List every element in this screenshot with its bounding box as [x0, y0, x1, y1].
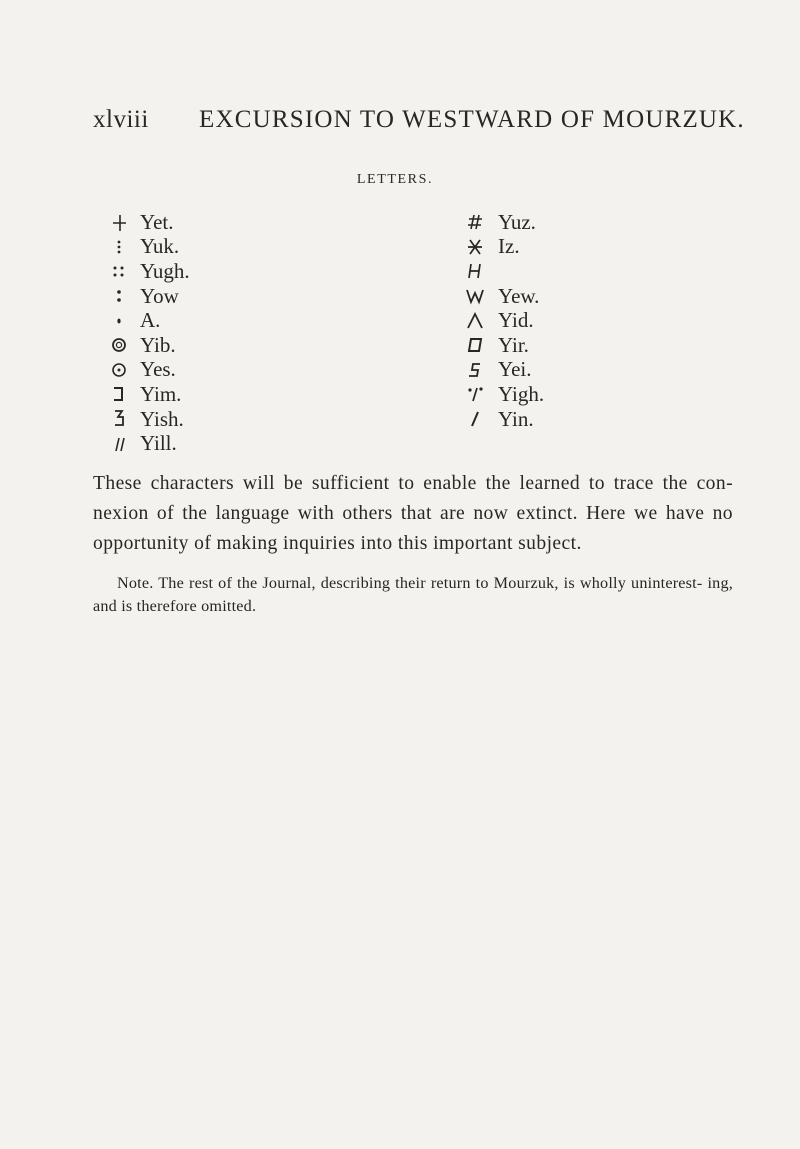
letter-row [462, 308, 544, 333]
letter-row [110, 431, 190, 456]
letter-name: Yugh. [140, 258, 190, 283]
letter-row [110, 333, 190, 358]
letter-row [110, 210, 190, 235]
letter-name: Yigh. [498, 381, 545, 406]
letter-row [110, 235, 190, 260]
double-circle-glyph-icon [110, 334, 140, 356]
letter-row [462, 333, 544, 358]
letters-right-column [462, 210, 544, 431]
letter-name: Yim. [140, 381, 182, 406]
w-glyph-icon [462, 285, 498, 307]
letter-name: Yir. [498, 332, 529, 357]
letter-name: Yish. [140, 406, 184, 431]
letter-row [110, 407, 190, 432]
hook-glyph-icon [110, 408, 140, 430]
letter-row [462, 235, 544, 260]
body-paragraph [93, 469, 733, 559]
letter-row [462, 284, 544, 309]
letter-name: Yow [140, 283, 179, 308]
letter-row [462, 259, 544, 284]
three-dots-vertical-glyph-icon [110, 236, 140, 258]
s-glyph-icon [462, 359, 498, 381]
letter-row [110, 308, 190, 333]
note-paragraph-text: Note. The rest of the Journal, describing their return to Mourzuk, is wholly uninterest- ing, and is therefore omitted. [93, 574, 733, 615]
single-dot-glyph-icon [110, 310, 140, 332]
section-title [0, 172, 800, 188]
square-glyph-icon [462, 334, 498, 356]
cross-bar-glyph-icon [110, 211, 140, 233]
two-dots-vertical-glyph-icon [110, 285, 140, 307]
h-glyph-icon [462, 260, 498, 282]
letter-row [462, 358, 544, 383]
running-head: EXCURSION TO WESTWARD OF MOURZUK. [199, 106, 745, 133]
letter-name: Yes. [140, 357, 176, 382]
slash-dots-glyph-icon [462, 383, 498, 405]
double-slash-glyph-icon [110, 433, 140, 455]
x-glyph-icon [462, 236, 498, 258]
lambda-glyph-icon [462, 310, 498, 332]
letter-name: Yuz. [498, 209, 536, 234]
letters-left-column [110, 210, 190, 456]
hash-glyph-icon [462, 211, 498, 233]
letter-name: Yin. [498, 406, 534, 431]
body-paragraph-text: These characters will be sufficient to enable the learned to trace the con- nexion of the language with others that are now extinct. Here we have no opportunity of making inquiries into this important subject. [93, 473, 733, 554]
page-header [0, 106, 800, 146]
letter-row [462, 407, 544, 432]
letter-name: Yew. [498, 283, 540, 308]
letter-name: Yib. [140, 332, 176, 357]
page-number: xlviii [93, 106, 149, 133]
letter-row [462, 382, 544, 407]
letter-row [462, 210, 544, 235]
letter-name: Yill. [140, 431, 177, 456]
letter-name: Yuk. [140, 234, 180, 259]
note-paragraph [93, 572, 733, 618]
four-dots-glyph-icon [110, 260, 140, 282]
letter-name: A. [140, 308, 161, 333]
letter-row [110, 382, 190, 407]
letter-name: Yei. [498, 357, 532, 382]
letter-row [110, 284, 190, 309]
letter-row [110, 259, 190, 284]
slash-glyph-icon [462, 408, 498, 430]
letter-name: Iz. [498, 234, 520, 259]
letter-name: Yid. [498, 308, 534, 333]
section-title-text: LETTERS. [356, 172, 434, 187]
letter-row [110, 358, 190, 383]
letter-name: Yet. [140, 209, 174, 234]
reversed-c-glyph-icon [110, 383, 140, 405]
circle-dot-glyph-icon [110, 359, 140, 381]
